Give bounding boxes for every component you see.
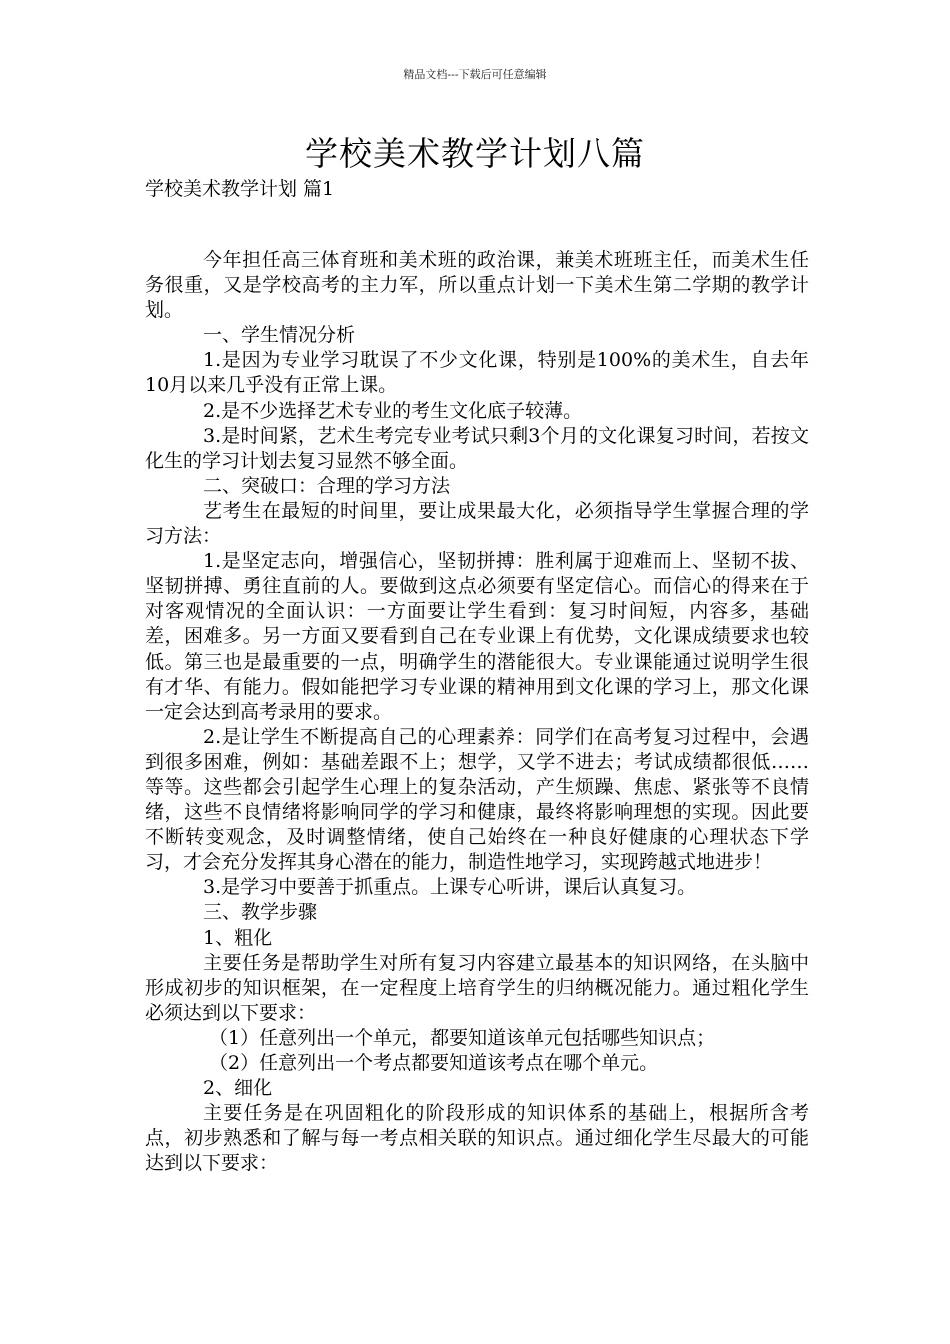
section-heading-3: 三、教学步骤 [203, 901, 318, 924]
document-title: 学校美术教学计划八篇 [305, 134, 645, 173]
paragraph-item: 3.是时间紧，艺术生考完专业考试只剩3个月的文化课复习时间，若按文化生的学习计划去复习显然不够全面。 [145, 424, 809, 472]
section-heading-2: 二、突破口：合理的学习方法 [203, 474, 451, 497]
paragraph: 主要任务是在巩固粗化的阶段形成的知识体系的基础上，根据所含考点，初步熟悉和了解与每一考点相关联的知识点。通过细化学生尽最大的可能达到以下要求： [145, 1102, 809, 1175]
document-subtitle: 学校美术教学计划 篇1 [145, 178, 335, 200]
subsection-heading: 1、粗化 [203, 926, 273, 949]
paragraph-item: 3.是学习中要善于抓重点。上课专心听讲，课后认真复习。 [203, 876, 697, 899]
document-body [145, 248, 809, 1176]
requirement-item: （1）任意列出一个单元，都要知道该单元包括哪些知识点； [209, 1026, 716, 1049]
header-note: 精品文档---下载后可任意编辑 [403, 68, 547, 81]
paragraph-item: 1.是坚定志向，增强信心，坚韧拼搏：胜利属于迎难而上、坚韧不拔、坚韧拼搏、勇往直前的人。要做到这点必须要有坚定信心。而信心的得来在于对客观情况的全面认识：一方面要让学生看到：复习时间短，内容多，基础差，困难多。另一方面又要看到自己在专业课上有优势，文化课成绩要求也较低。第三也是最重要的一点，明确学生的潜能很大。专业课能通过说明学生很有才华、有能力。假如能把学习专业课的精神用到文化课的学习上，那文化课一定会达到高考录用的要求。 [145, 550, 809, 723]
requirement-item: （2）任意列出一个考点都要知道该考点在哪个单元。 [209, 1052, 659, 1074]
paragraph: 艺考生在最短的时间里，要让成果最大化，必须指导学生掌握合理的学习方法： [145, 499, 809, 548]
paragraph-item: 2.是不少选择艺术专业的考生文化底子较薄。 [203, 399, 583, 422]
paragraph-item: 1.是因为专业学习耽误了不少文化课，特别是100%的美术生，自去年10月以来几乎没有正常上课。 [145, 349, 809, 397]
paragraph-item: 2.是让学生不断提高自己的心理素养：同学们在高考复习过程中，会遇到很多困难，例如：基础差跟不上；想学，又学不进去；考试成绩都很低……等等。这些都会引起学生心理上的复杂活动，产生烦躁、焦虑、紧张等不良情绪，这些不良情绪将影响同学的学习和健康，最终将影响理想的实现。因此要不断转变观念，及时调整情绪，使自己始终在一种良好健康的心理状态下学习，才会充分发挥其身心潜在的能力，制造性地学习，实现跨越式地进步！ [145, 725, 809, 874]
paragraph-intro: 今年担任高三体育班和美术班的政治课，兼美术班班主任，而美术生任务很重，又是学校高考的主力军，所以重点计划一下美术生第二学期的教学计划。 [145, 249, 809, 322]
section-heading-1: 一、学生情况分析 [203, 324, 356, 347]
paragraph: 主要任务是帮助学生对所有复习内容建立最基本的知识网络，在头脑中形成初步的知识框架，在一定程度上培育学生的归纳概况能力。通过粗化学生必须达到以下要求： [145, 951, 809, 1024]
subsection-heading: 2、细化 [203, 1077, 273, 1100]
